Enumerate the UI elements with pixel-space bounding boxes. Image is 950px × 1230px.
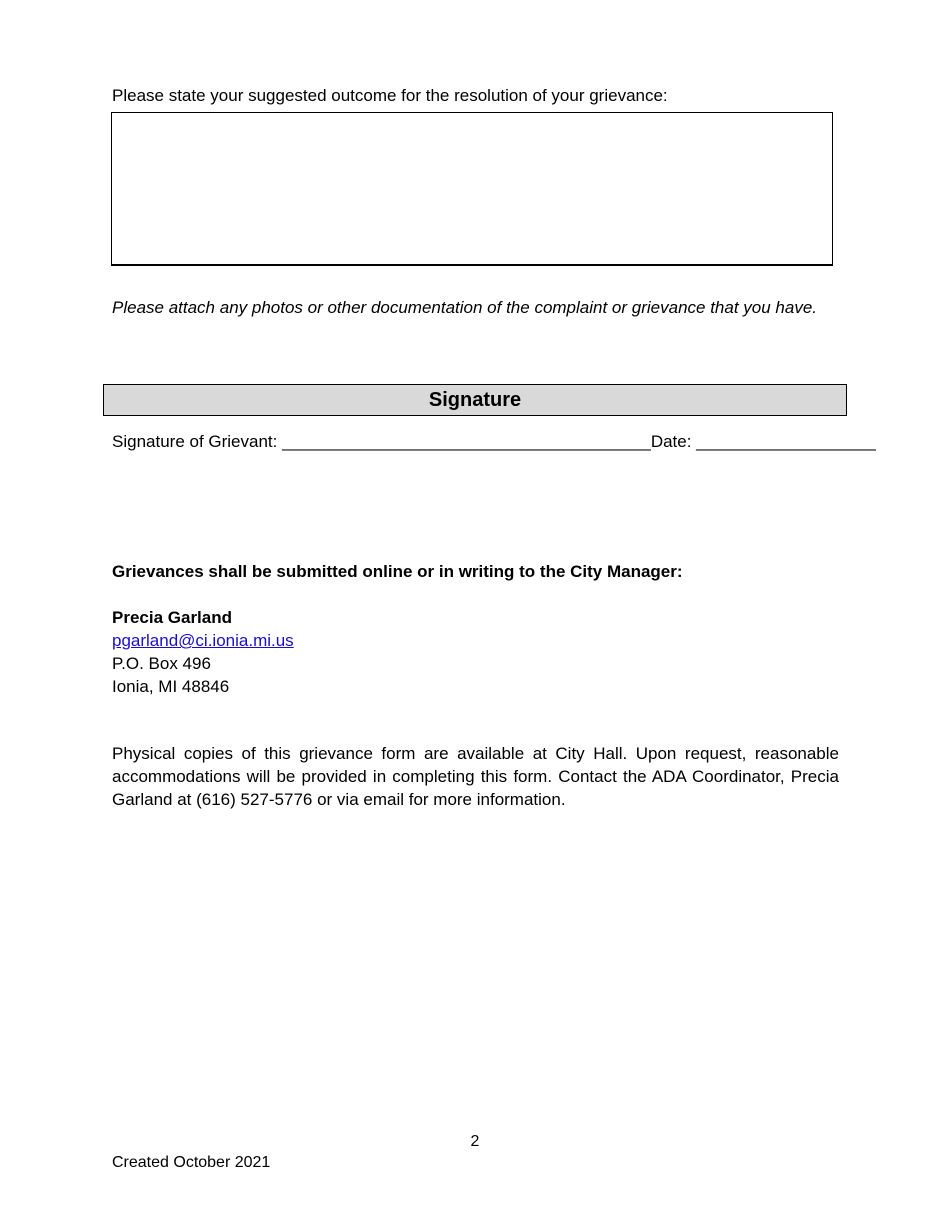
submission-heading: Grievances shall be submitted online or in writing to the City Manager:	[112, 562, 683, 581]
page-number: 2	[470, 1133, 480, 1150]
address-line-2: Ionia, MI 48846	[112, 677, 230, 696]
signature-of-grievant-line[interactable]: Signature of Grievant: _______________________________________	[112, 432, 651, 451]
address-line-1: P.O. Box 496	[112, 654, 211, 673]
contact-block	[112, 606, 294, 698]
contact-email-link[interactable]: pgarland@ci.ionia.mi.us	[112, 631, 294, 650]
signature-row	[112, 431, 876, 453]
signature-section-heading: Signature	[103, 384, 847, 416]
attachment-note: Please attach any photos or other documentation of the complaint or grievance that you have.	[112, 298, 817, 317]
outcome-response-box[interactable]	[111, 112, 833, 266]
info-paragraph: Physical copies of this grievance form are available at City Hall. Upon request, reasonable accommodations will be provided in completing this form. Contact the ADA Coordinator, Precia Garland at (616) 527-5776 or via email for more information.	[112, 744, 839, 809]
created-note: Created October 2021	[112, 1154, 271, 1171]
contact-name: Precia Garland	[112, 608, 233, 627]
outcome-prompt: Please state your suggested outcome for the resolution of your grievance:	[112, 86, 668, 105]
date-line[interactable]: Date: ___________________	[650, 432, 876, 451]
